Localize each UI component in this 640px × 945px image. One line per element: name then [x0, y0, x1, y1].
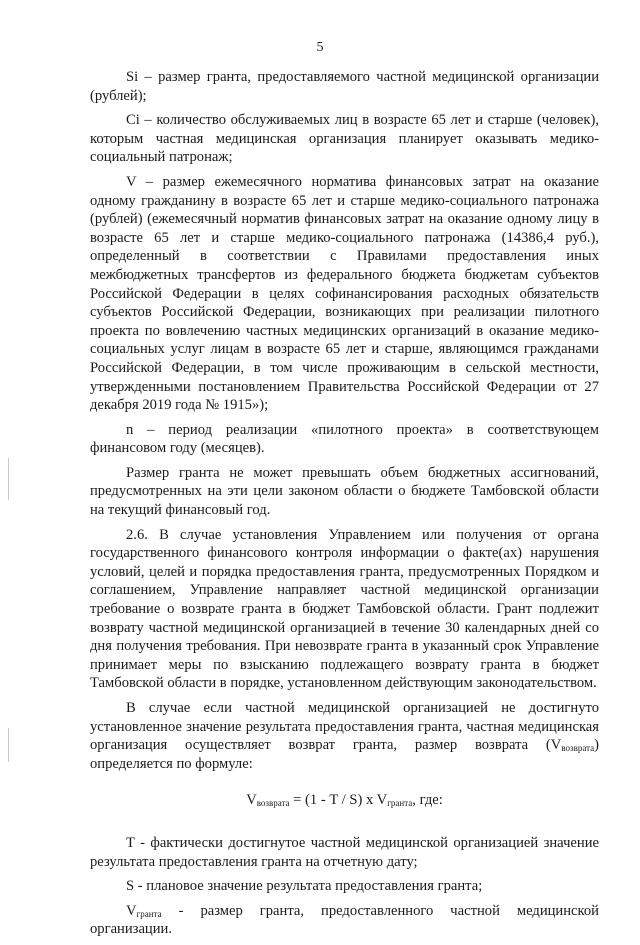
paragraph-return-end: ) определяется по формуле:: [90, 737, 599, 772]
v-return-subscript: возврата: [561, 743, 595, 754]
document-body: [90, 68, 599, 945]
paragraph-v-grant-text: - размер гранта, предоставленного частной медицинской организации.: [90, 902, 599, 938]
margin-scan-mark: [8, 728, 9, 762]
formula: [90, 791, 599, 810]
paragraph-s: S - плановое значение результата предоставления гранта;: [126, 878, 483, 895]
paragraph-v: V – размер ежемесячного норматива финансовых затрат на оказание одному гражданину в возрасте 65 лет и старше медико-социального патронажа (рублей) (ежемесячный норматив финансовых затрат на оказание одному лицу в возрасте 65 лет и старше медико-социального патронажа (14386,4 руб.), определенный в соответствии с Правилами предоставления иных межбюджетных трансфертов из федерального бюджета бюджетам субъектов Российской Федерации в целях софинансирования расходных обязательств субъектов Российской Федерации, возникающих при реализации пилотного проекта по вовлечению частных медицинских организаций в оказание медико-социальных услуг лицам в возрасте 65 лет и старше, являющимся гражданами Российской Федерации, в том числе проживающим в сельской местности, утвержденными постановлением Правительства Российской Федерации от 27 декабря 2019 года № 1915»);: [90, 173, 599, 414]
paragraph-return-text: В случае если частной медицинской организацией не достигнуто установленное значение результата предоставления гранта, частная медицинская организация осуществляет возврат гранта, размер возврата (: [90, 700, 599, 754]
paragraph-t: T - фактически достигнутое частной медицинской организацией значение результата предоставления гранта на отчетную дату;: [90, 834, 599, 870]
formula-lhs: V: [246, 792, 257, 809]
paragraph-2-6: 2.6. В случае установления Управлением или получения от органа государственного финансового контроля информации о факте(ах) нарушения условий, целей и порядка предоставления гранта, предусмотренных Порядком и соглашением, Управление направляет частной медицинской организации требование о возврате гранта в бюджет Тамбовской области. Грант подлежит возврату частной медицинской организацией в течение 30 календарных дней со дня получения требования. При невозврате гранта в указанный срок Управление принимает меры по взысканию подлежащего возврату гранта в бюджет Тамбовской области в порядке, установленном действующим законодательством.: [90, 526, 599, 692]
formula-lhs-subscript: возврата: [256, 798, 290, 809]
paragraph-n: n – период реализации «пилотного проекта» в соответствующем финансовом году (месяцев).: [90, 421, 599, 457]
paragraph-v-grant: [90, 902, 599, 939]
v-grant-symbol: V: [126, 902, 137, 919]
paragraph-return-condition: [90, 699, 599, 773]
paragraph-ci: Ci – количество обслуживаемых лиц в возрасте 65 лет и старше (человек), которым частная медицинская организация планирует оказывать медико-социальный патронаж;: [90, 112, 599, 166]
paragraph-grant-limit: Размер гранта не может превышать объем бюджетных ассигнований, предусмотренных на эти цели законом области о бюджете Тамбовской области на текущий финансовый год.: [90, 464, 599, 519]
formula-rhs-subscript: гранта: [387, 798, 413, 809]
paragraph-si: Si – размер гранта, предоставляемого частной медицинской организации (рублей);: [90, 69, 599, 104]
formula-end: , где:: [412, 792, 443, 809]
formula-middle: = (1 - T / S) x V: [289, 792, 388, 809]
v-return-symbol: V: [550, 737, 562, 754]
page-number: 5: [316, 40, 324, 55]
margin-scan-mark: [8, 458, 9, 500]
v-grant-subscript: гранта: [136, 908, 162, 919]
